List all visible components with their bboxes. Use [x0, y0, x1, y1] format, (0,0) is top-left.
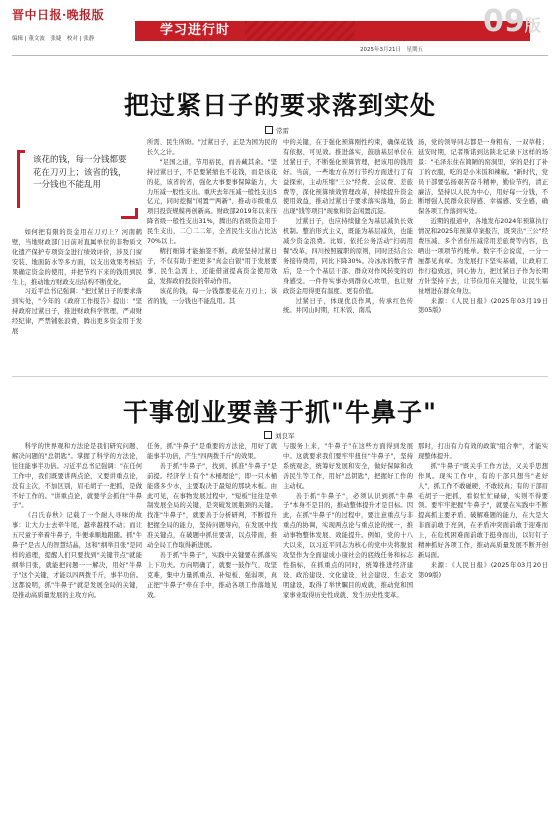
- article-divider: [12, 376, 548, 377]
- paragraph: 近期的报道中，各地发布2024年预算执行情况和2025年预算草案报告，既突出"三公"经费压减、多个省份压减常用差旅费等内容，也晒出一项项节约账单。数字不会说谎，一分一厘都见真章。为发展打下坚实基础，让政府工作行稳致远，同心协力，把过紧日子作为长期方针坚持下去，让节俭用在关键处，让民生福祉增进在群众身边。: [418, 218, 548, 295]
- article1-headline: 把过紧日子的要求落到实处: [123, 91, 436, 120]
- article1-column-3: [283, 138, 413, 368]
- banner-decoration: [245, 21, 355, 41]
- article1-column-4: [418, 138, 555, 368]
- paragraph: 过紧日子，体现优良作风，传承红色传统。井冈山时期，红米饭、南瓜: [283, 297, 413, 315]
- paragraph: 精打细算才能抽签不断。政府坚持过紧日子，不仅有助于把更多"真金白银"用于发展要事、民生急需上，还能借道提高资金使用效益，发挥政府投资的带动作用。: [147, 247, 277, 285]
- article2-headline: 干事创业要善于抓"牛鼻子": [122, 398, 438, 427]
- page-number-suffix: 版: [524, 16, 541, 35]
- article2-column-1: [12, 442, 142, 782]
- pull-quote-text: 该花的钱，每一分钱都要花在刀刃上；该省的钱，一分钱也不能乱用: [33, 155, 127, 190]
- paragraph: 中的关键，在于强化预算刚性约束，确保花钱有依据、可见效。推进落实，鼓励基层单位在过紧日子，不断强化预算管理，把该用的钱用好。当前，一些地方在厉行节约方面进行了有益探索，主动压缩"三公"经费、会议费、差旅费等，深化预算绩效管理改革，持续提升资金使用效益，推动过紧日子要求落实落地，防止出现"钱等项目"现象和资金闲置沉淀。: [283, 139, 413, 216]
- paragraph: 任务，抓"牛鼻子"是重要的方法论，用好了就能事半功倍，产生"四两拨千斤"的效果。: [147, 443, 277, 460]
- paragraph: 《吕氏春秋》记载了一个耐人寻味的故事：让大力士去牵牛尾，越牵越拽不动；而让五尺童子牵着牛鼻子，牛便乖顺地跟随。抓"牛鼻子"是古人的智慧结晶，这和"纲举目张"是同样的道理，提醒人们只要找到"关键节点"就能纲举目张，就能把问题一一解决，用好"牛鼻子"这个关键，才能以四两拨千斤，事半功倍。这都说明，抓"牛鼻子"就是发展全局的关键，是推动高质量发展的主攻方向。: [12, 512, 142, 599]
- paragraph: 抓"牛鼻子"既关乎工作方法，又关乎思想作风。现实工作中，有的干部只想当"老好人"，抓工作不敢碰硬、不敢较真；有的干部眉毛胡子一把抓，看似忙忙碌碌，实则不得要领。要牢牢把握"牛鼻子"，就要在实践中不断提高抓主要矛盾、破解难题的能力，在大是大非面前敢于亮剑，在矛盾冲突面前敢于迎难而上，在危机困难面前敢于挺身而出，以钉钉子精神抓好各项工作，推动高质量发展不断开创新局面。: [418, 462, 548, 559]
- editors-line: 编辑 | 董文波 张婕 校对 | 张静: [12, 36, 95, 42]
- author-box-icon: [265, 126, 273, 134]
- header-rule: [12, 55, 548, 56]
- masthead: [0, 0, 560, 56]
- article2-author-name: 刘良军: [275, 432, 295, 440]
- paragraph: 习近平总书记强调："把过紧日子的要求落到实处，"今年的《政府工作报告》提出："坚持政府过紧日子，推进财政科学管理，严肃财经纪律，严禁铺张浪费，腾出更多资金用于发展: [12, 288, 142, 336]
- paragraph: 善于抓"牛鼻子"，实践中关键要在抓落实上下功夫。方向明确了，就要一鼓作气、攻坚克难，集中力量抓重点、补短板、强弱项，真正把"牛鼻子"牵在手中，推动各项工作落地见效。: [147, 551, 277, 599]
- pull-quote: [17, 150, 137, 216]
- article1-column-2: [147, 138, 277, 368]
- paragraph: 如何把有限的资金用在刀刃上？河南鹤壁，当地财政部门日前对直属单位的非物质文化遗产保护专项资金进行绩效评价，涉及门窗安装、地面防水等多方面，以支出效果考核结果确定资金的使用，并把节约下来的钱用到民生上，推动地方财政支出结构不断优化。: [12, 229, 142, 286]
- paragraph: "足国之道，节用裕民，而善藏其余。"坚持过紧日子，不是要紧缩也不花钱，而是该花的花，该省的省，强化大事要事保障能力，大力压减一般性支出。重庆去年压减一般性支出5亿元，同时挖掘"闲置""两新"、推动市级重点项目投资规模再创新高。财政部2019年以来压降省级一般性支出31%，腾出的省级资金用于民生支出，二〇二二年，全省民生支出占比达70%以上。: [147, 158, 277, 246]
- paragraph: 该花的钱，每一分钱都要花在刀刃上；该省的钱，一分钱也不能乱用。其: [147, 287, 277, 305]
- article2-author: [264, 431, 295, 440]
- paragraph: 与服务上来，"牛鼻子"在这些方面得到发展中。这就要求我们要牢牢扭住"牛鼻子"，坚持系统观念，统筹好发展和安全，做好保障和改善民生等工作，用好"总钥匙"，把握好工作的主动权。: [283, 443, 413, 490]
- article1-author: [265, 126, 289, 135]
- page-number: [483, 4, 541, 39]
- article1-column-1: [12, 228, 142, 368]
- quote-bracket-right-icon: [121, 208, 138, 219]
- article2-column-3: [283, 442, 413, 782]
- paragraph: 科学的世界观和方法论是我们研究问题、解决问题的"总钥匙"。掌握了科学的方法论，往往能事半功倍。习近平总书记强调："在任何工作中，我们既要讲两点论，又要讲重点论，没有主次，不加区别，眉毛胡子一把抓，是做不好工作的。"讲重点论，就要学会抓住"牛鼻子"。: [12, 443, 142, 510]
- issue-date: 2025年3月21日 星期五: [360, 47, 423, 53]
- paragraph: 善于抓"牛鼻子"，找到，抓准"牛鼻子"是前提。经济学上有个"木桶理论"，即一只木桶能盛多少水，主要取决于最短的那块木板。由此可见，在事物发展过程中，"短板"往往是牵制发展全局的关键，是突破发展瓶颈的关键。找准"牛鼻子"，就要善于分析研判，不断提升把握全局的能力，坚持问题导向，在发展中找准关键点，在破题中抓住要害，以点带面，推动全局工作取得新进展。: [147, 462, 277, 550]
- article2-column-4: [418, 442, 555, 782]
- paragraph: 过紧日子，也应持续健全为基层减负长效机制。整治形式主义，既能为基层减负，也能减少资金浪费。比如，依托公务活动"扫码用餐"改革，四川按照履职的原则，同时还结合公务接待费用，同比下降30%。冷冰冰的数字背后，是一个个基层干部、群众对作风转变的切身感受。一件件实事办到群众心坎里，也让财政资金用得更有温度、更有价值。: [283, 218, 413, 295]
- paragraph: 汤，党的领导同志都是一身粗布、一双草鞋；延安时期，记者斯诺到达陕北记录下这样的场景："毛泽东住在简陋的窑洞里，穿的是打了补丁的衣服，吃的是小米饭和辣椒。"新时代，党员干部要弘扬艰苦奋斗精神，勤俭节约，清正廉洁，坚持以人民为中心，用好每一分钱，不断增强人民群众获得感、幸福感、安全感，确保各项工作落到实处。: [418, 139, 548, 216]
- paragraph: 善于抓"牛鼻子"，必须认识到抓"牛鼻子"本身不是目的，推动整体提升才是目标。因此，在抓"牛鼻子"的过程中，要注意重点与非重点的协调，实现两点论与重点论的统一，推动事物整体发展、效能提升。例如，党的十八大以来，以习近平同志为核心的党中央将脱贫攻坚作为全面建成小康社会的底线任务和标志性指标，在抓重点的同时，统筹推进经济建设、政治建设、文化建设、社会建设、生态文明建设，取得了举世瞩目的成就，推动党和国家事业取得历史性成就、发生历史性变革。: [283, 492, 413, 599]
- article-source: 来源：《人民日报》(2025年03月19日 第05版): [418, 297, 555, 315]
- article-source: 来源：《人民日报》(2025年03月20日 第09版): [418, 561, 555, 579]
- section-title: 学习进行时: [160, 23, 231, 38]
- paragraph: 所需、民生所盼。"过紧日子，正是为国为民的长久之计。: [147, 139, 277, 156]
- article2-column-2: [147, 442, 277, 782]
- quote-bracket-left-icon: [17, 150, 25, 208]
- paragraph: 那时，打出有力有效的政策"组合拳"，才能实现整体提升。: [418, 443, 548, 460]
- page-number-digits: 09: [483, 4, 525, 39]
- article1-author-name: 常雷: [276, 127, 289, 135]
- author-box-icon: [264, 431, 272, 439]
- newspaper-logo: 晋中日报·晚报版: [12, 8, 105, 22]
